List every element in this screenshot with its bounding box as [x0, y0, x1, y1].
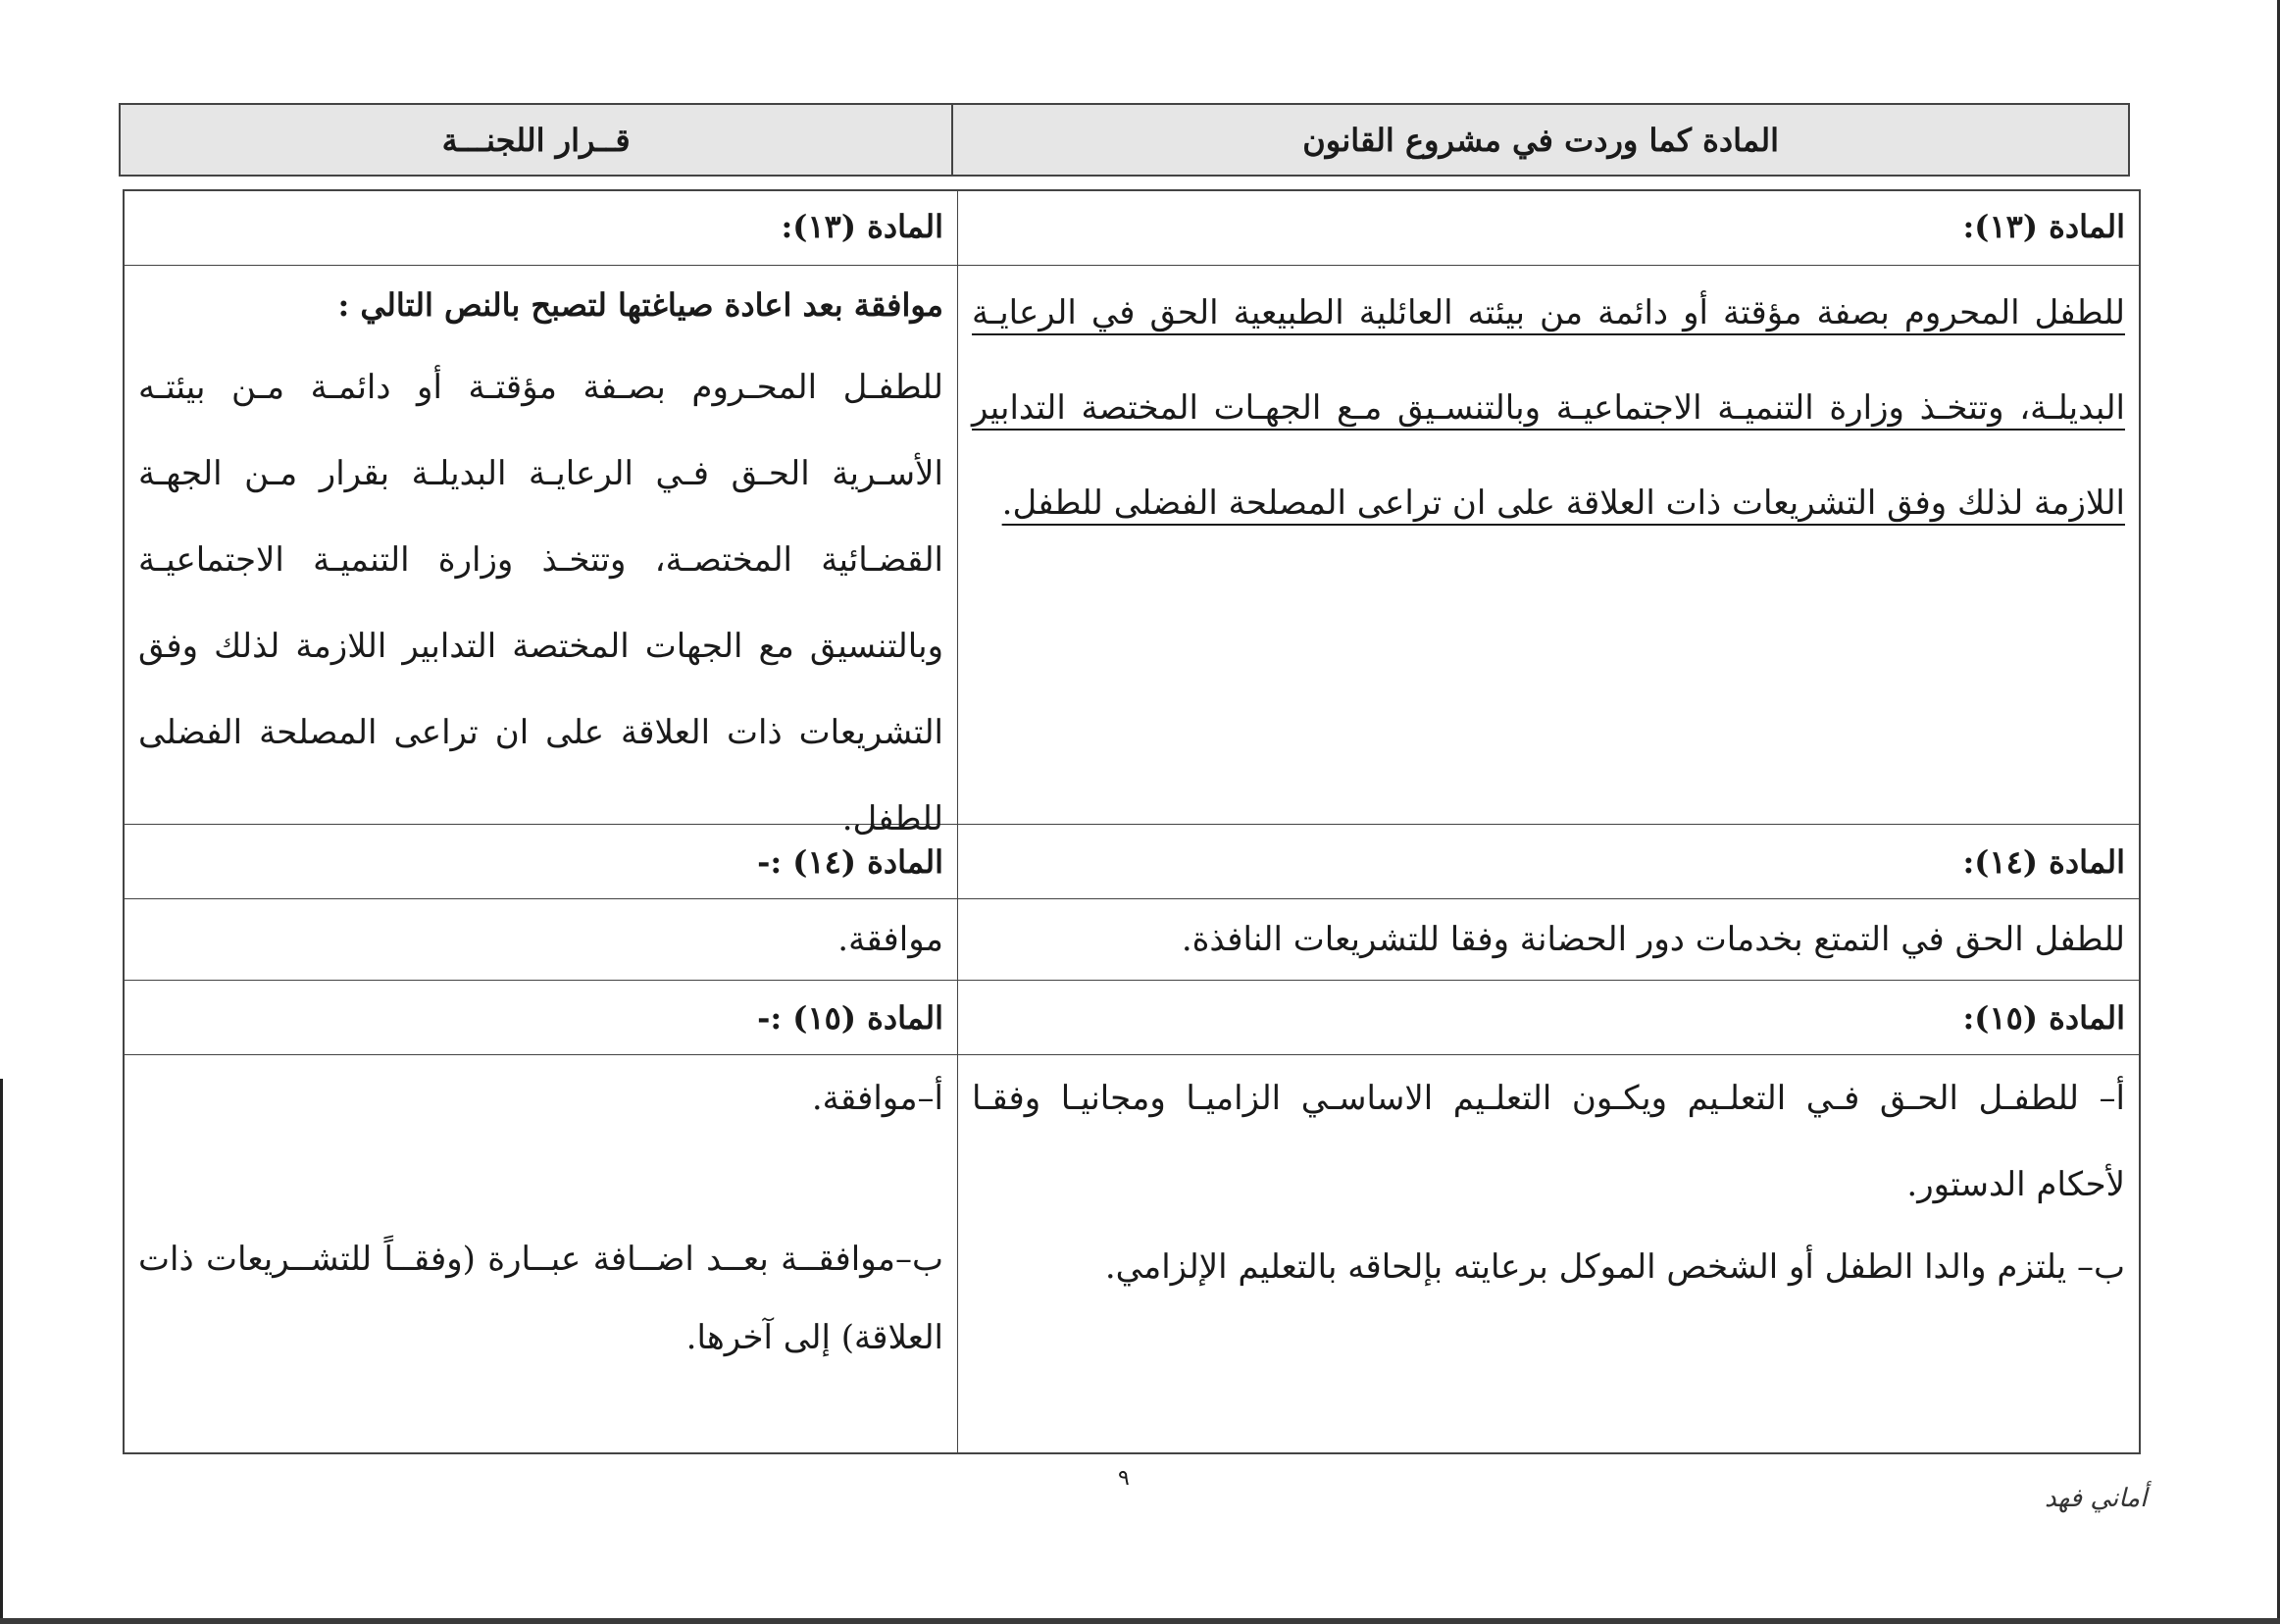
signature: أماني فهد [2045, 1484, 2148, 1513]
article-15-decision-b: ب–موافقــة بعــد اضــافة عبــارة (وفقــاً للتشــريعات ذات العلاقة) إلى آخرها. [138, 1240, 943, 1357]
article-15-original-b: ب– يلتزم والدا الطفل أو الشخص الموكل برعايته بإلحاقه بالتعليم الإلزامي. [1104, 1247, 2125, 1287]
scan-edge-left [0, 1079, 3, 1624]
article-13-original-cell [957, 266, 2139, 824]
article-14-title-decision: المادة (١٤) :- [757, 843, 943, 881]
article-13-title-decision: المادة (١٣): [781, 208, 943, 245]
article-15-original-cell [957, 1055, 2139, 1452]
article-13-decision-intro: موافقة بعد اعادة صياغتها لتصبح بالنص التالي : [337, 286, 943, 324]
article-13-decision-cell [125, 266, 957, 838]
header-col-law-text: المادة كما وردت في مشروع القانون [951, 105, 2128, 175]
page-number: ٩ [1118, 1466, 1130, 1491]
article-15-title-original: المادة (١٥): [957, 981, 2139, 1054]
header-col-committee-decision: قــرار اللجنـــة [441, 121, 631, 159]
table-row [125, 191, 2139, 266]
table-row [125, 266, 2139, 838]
article-15-decision-a: أ–موافقة. [811, 1079, 943, 1118]
table-header [119, 103, 2130, 177]
article-15-original-a: أ– للطفـل الحـق فـي التعلـيم ويكـون التعلـيم الاساسـي الزاميـا ومجانيـا وفقـا لأحكام الدستور. [972, 1079, 2125, 1204]
scan-edge-bottom [0, 1618, 2280, 1624]
table-row [125, 981, 2139, 1055]
article-15-title-decision: المادة (١٥) :- [757, 999, 943, 1037]
article-14-original-text: للطفل الحق في التمتع بخدمات دور الحضانة وفقا للتشريعات النافذة. [957, 899, 2139, 980]
article-14-title-original: المادة (١٤): [957, 825, 2139, 898]
article-13-decision-text: للطفـل المحـروم بصـفة مؤقتـة أو دائمـة مـن بيئتـه الأسـرية الحـق فـي الرعايـة البديلـة بقرار مـن الجهـة القضـائية المختصـة، وتتخـذ وزارة التنميـة الاجتماعيـة وبالتنسيق مع الجهات المختصة التدابير اللازمة لذلك وفق التشريعات ذات العلاقة على ان تراعى المصلحة الفضلى للطفل. [138, 368, 943, 838]
article-15-decision-cell [125, 1055, 957, 1452]
table-row [125, 1055, 2139, 1452]
article-13-title-original: المادة (١٣): [957, 191, 2139, 265]
article-13-original-text: للطفل المحروم بصفة مؤقتة أو دائمة من بيئته العائلية الطبيعية الحق في الرعايـة البديلـة، وتتخـذ وزارة التنميـة الاجتماعيـة وبالتنسـيق مـع الجهـات المختصة التدابير اللازمة لذلك وفق التشريعات ذات العلاقة على ان تراعى المصلحة الفضلى للطفل. [972, 293, 2125, 523]
articles-table [123, 189, 2141, 1454]
spacer [138, 1142, 943, 1220]
table-row [125, 899, 2139, 981]
table-row [125, 825, 2139, 899]
article-14-decision-text: موافقة. [837, 920, 943, 959]
